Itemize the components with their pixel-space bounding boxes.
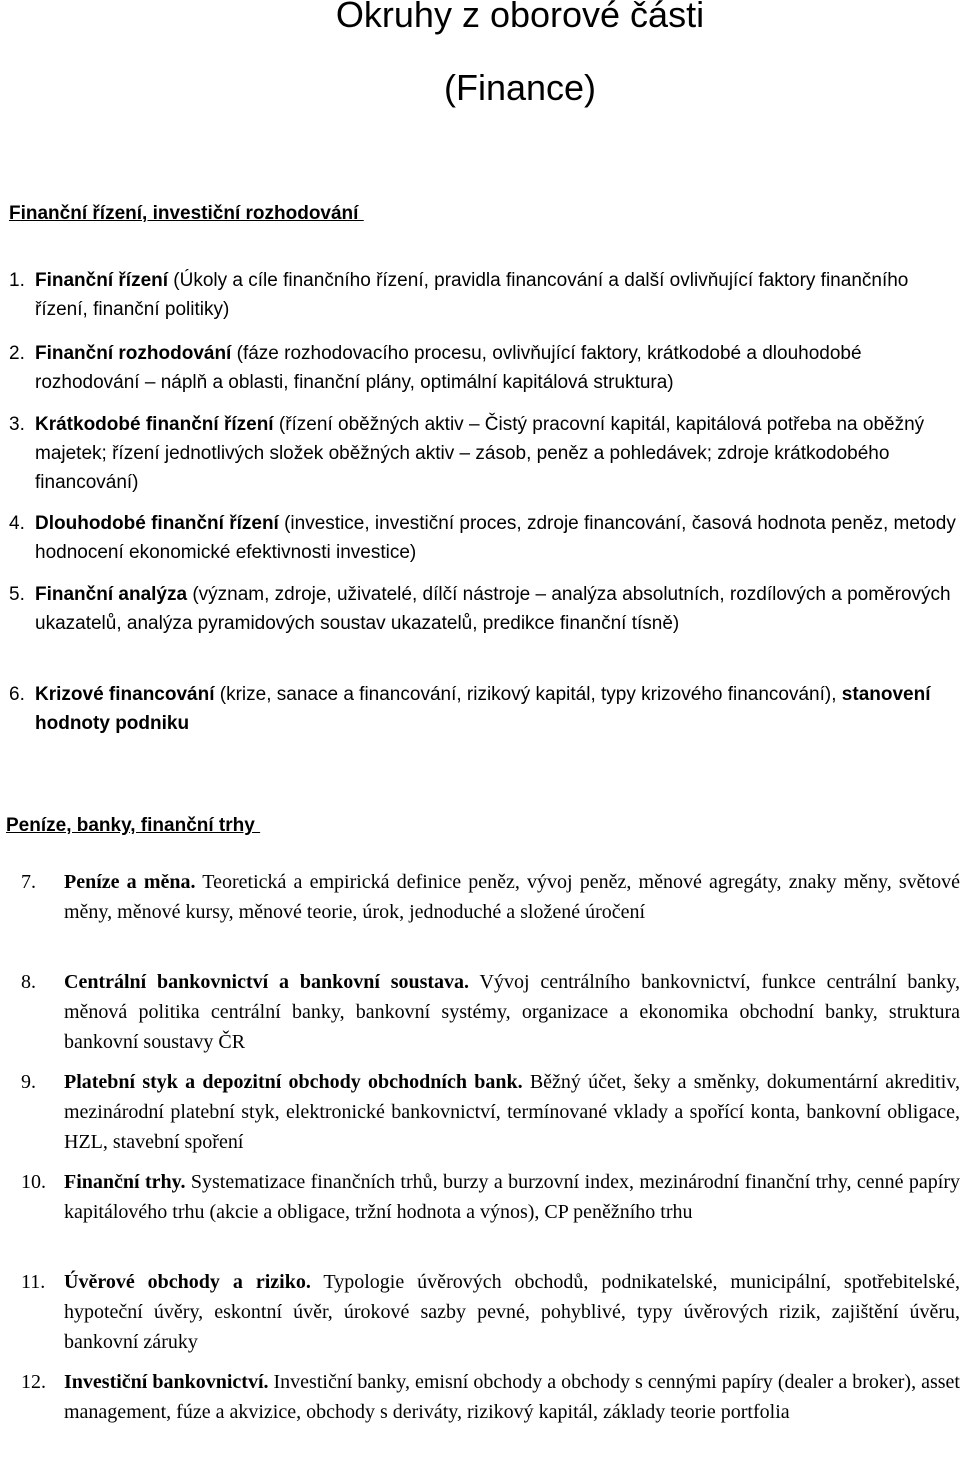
item-number: 3. [9,414,25,435]
item-description: (řízení oběžných aktiv – Čistý pracovní kapitál, kapitálová potřeba na oběžný majetek; řízení jednotlivých složek oběžných aktiv – zásob, peněz a pohledávek; zdroje krátkodobého financování) [35,414,925,493]
list-item [9,680,960,738]
list-item [21,1068,960,1157]
item-topic: Úvěrové obchody a riziko. [64,1271,311,1293]
list-item [9,410,960,497]
item-number: 5. [9,584,25,605]
list-item [9,580,960,638]
item-number: 9. [21,1071,36,1093]
item-topic-extra: stanovení hodnoty podniku [35,684,931,734]
item-topic: Finanční analýza [35,584,188,605]
item-description: Teoretická a empirická definice peněz, vývoj peněz, měnové agregáty, znaky měny, světové měny, měnové kursy, měnové teorie, úrok, jednoduché a složené úročení [64,871,960,923]
list-item [21,868,960,928]
list-item [21,1268,960,1357]
item-topic: Peníze a měna. [64,871,196,893]
item-number: 8. [21,971,36,993]
item-topic: Finanční řízení [35,270,169,291]
item-topic: Finanční rozhodování [35,343,232,364]
item-description: Vývoj centrálního bankovnictví, funkce centrální banky, měnová politika centrální banky, bankovní systémy, organizace a ekonomika obchodní banky, struktura bankovní soustavy ČR [64,971,960,1053]
item-number: 1. [9,270,25,291]
section-heading-finance-management: Finanční řízení, investiční rozhodování [9,203,364,224]
item-description: Typologie úvěrových obchodů, podnikatelské, municipální, spotřebitelské, hypoteční úvěry, eskontní úvěr, úrokové sazby pevné, pohyblivé, typy úvěrových rizik, zajištění úvěru, bankovní záruky [64,1271,960,1353]
item-number: 7. [21,871,36,893]
item-description: (investice, investiční proces, zdroje financování, časová hodnota peněz, metody hodnocení ekonomické efektivnosti investice) [35,513,956,563]
item-topic: Investiční bankovnictví. [64,1371,269,1393]
item-description: (krize, sanace a financování, rizikový kapitál, typy krizového financování), [214,684,842,705]
item-description: (fáze rozhodovacího procesu, ovlivňující faktory, krátkodobé a dlouhodobé rozhodování – náplň a oblasti, finanční plány, optimální kapitálová struktura) [35,343,862,393]
item-number: 12. [21,1371,46,1393]
page-title: Okruhy z oborové části [335,0,705,35]
item-topic: Krátkodobé finanční řízení [35,414,274,435]
item-number: 4. [9,513,25,534]
list-item [9,509,960,567]
item-topic: Centrální bankovnictví a bankovní soustava. [64,971,470,993]
list-item [21,1368,960,1428]
list-item [9,266,960,324]
list-item [9,339,960,397]
item-number: 10. [21,1171,46,1193]
item-number: 2. [9,343,25,364]
item-description: Investiční banky, emisní obchody a obchody s cennými papíry (dealer a broker), asset management, fúze a akvizice, obchody s deriváty, rizikový kapitál, základy teorie portfolia [64,1371,960,1423]
item-description: Systematizace finančních trhů, burzy a burzovní index, mezinárodní finanční trhy, cenné papíry kapitálového trhu (akcie a obligace, tržní hodnota a výnos), CP peněžního trhu [64,1171,960,1223]
list-item [21,968,960,1057]
page-subtitle: (Finance) [443,67,597,108]
item-number: 11. [21,1271,46,1293]
item-number: 6. [9,684,25,705]
item-topic: Krizové financování [35,684,215,705]
section-heading-money-banks: Peníze, banky, finanční trhy [6,815,261,836]
item-description: (Úkoly a cíle finančního řízení, pravidla financování a další ovlivňující faktory finančního řízení, finanční politiky) [35,270,909,320]
list-item [21,1168,960,1228]
item-topic: Platební styk a depozitní obchody obchodních bank. [64,1071,523,1093]
item-topic: Finanční trhy. [64,1171,186,1193]
item-description: Běžný účet, šeky a směnky, dokumentární akreditiv, mezinárodní platební styk, elektronické bankovnictví, termínované vklady a spořící konta, bankovní obligace, HZL, stavební spoření [64,1071,960,1153]
item-description: (význam, zdroje, uživatelé, dílčí nástroje – analýza absolutních, rozdílových a poměrových ukazatelů, analýza pyramidových soustav ukazatelů, predikce finanční tísně) [35,584,951,634]
item-topic: Dlouhodobé finanční řízení [35,513,279,534]
